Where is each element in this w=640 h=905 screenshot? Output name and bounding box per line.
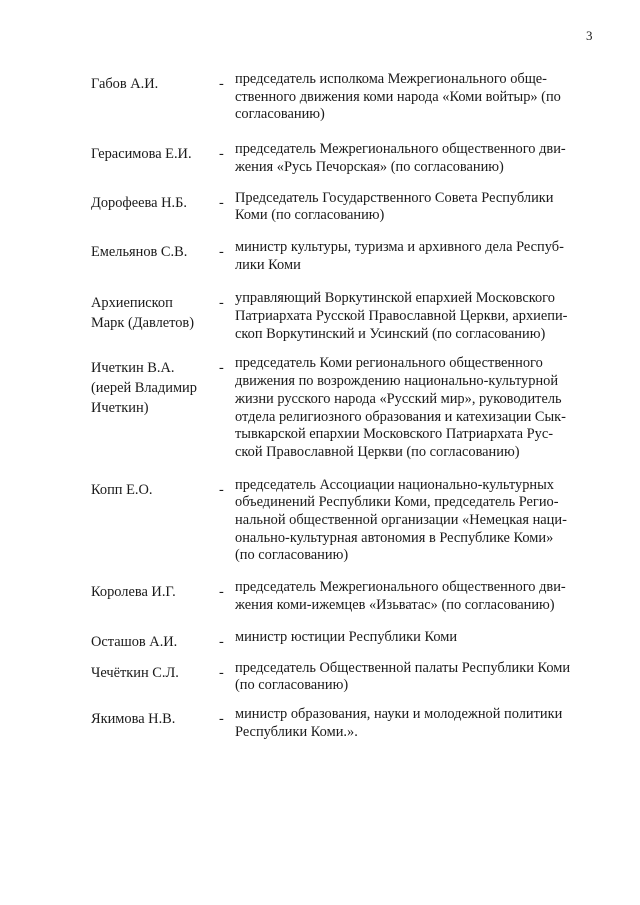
role-line: управляющий Воркутинской епархией Московского [235,290,555,307]
role-line: скоп Воркутинский и Усинский (по согласованию) [235,325,546,342]
list-item [91,239,596,274]
dash-separator: - [219,664,224,681]
role-line: жения «Русь Печорская» (по согласованию) [235,158,504,175]
role-line: председатель исполкома Межрегионального обще- [235,71,547,87]
member-role [235,239,594,274]
dash-separator: - [219,76,224,92]
member-role [235,141,594,176]
member-name: Осташов А.И. [91,633,178,650]
role-line: объединений Республики Коми, председатель Регио- [235,494,559,511]
list-item [91,477,596,566]
dash-separator: - [219,146,224,163]
role-line: (по согласованию) [235,677,349,694]
role-line: жизни русского народа «Русский мир», руководитель [235,390,562,407]
role-line: министр образования, науки и молодежной политики [235,705,563,722]
member-name: Якимова Н.В. [91,710,176,727]
role-line: председатель Общественной палаты Республики Коми [235,659,571,676]
role-line: (по согласованию) [235,547,349,564]
role-line: Председатель Государственного Совета Республики [235,189,554,206]
dash-separator: - [219,584,224,601]
role-line: отдела религиозного образования и катехизации Сык- [235,408,566,425]
list-item [91,141,596,176]
member-role [235,290,594,343]
dash-separator: - [219,633,224,650]
member-name: Дорофеева Н.Б. [91,194,187,211]
role-line: председатель Коми регионального общественного [235,355,543,372]
list-item [91,660,596,695]
dash-separator: - [219,481,224,498]
role-line: нальной общественной организации «Немецкая наци- [235,512,567,529]
role-line: Патриархата Русской Православной Церкви, архиепи- [235,308,568,325]
list-item [91,71,596,124]
role-line: ской Православной Церкви (по согласованию) [235,443,520,460]
member-name: Габов А.И. [91,76,159,92]
dash-separator: - [219,295,224,312]
member-role [235,579,594,614]
member-role [235,190,594,225]
list-item [91,706,596,741]
member-role [235,706,594,741]
list-item [91,579,596,614]
member-list [91,71,596,741]
role-line: председатель Межрегионального общественного дви- [235,579,566,596]
role-line: Республики Коми.». [235,723,358,740]
list-item [91,190,596,225]
dash-separator: - [219,360,224,377]
role-line: согласованию) [235,106,325,123]
member-role [235,477,594,566]
member-role [235,629,594,647]
role-line: Коми (по согласованию) [235,207,385,224]
member-name: Ичеткин В.А. (иерей Владимир Ичеткин) [91,360,197,417]
role-line: лики Коми [235,256,301,273]
role-line: онально-культурная автономия в Республике Коми» [235,529,554,546]
page-number: 3 [586,28,593,43]
role-line: председатель Межрегионального общественного дви- [235,141,566,158]
role-line: жения коми-ижемцев «Изьватас» (по согласованию) [235,596,555,613]
member-name: Архиепископ Марк (Давлетов) [91,295,195,332]
member-name: Герасимова Е.И. [91,146,192,163]
role-line: министр юстиции Республики Коми [235,628,458,645]
list-item [91,290,596,343]
member-name: Королева И.Г. [91,584,176,601]
member-role [235,71,594,124]
member-name: Чечёткин С.Л. [91,664,179,681]
list-item [91,355,596,461]
member-name: Копп Е.О. [91,481,153,498]
role-line: министр культуры, туризма и архивного дела Респуб- [235,238,564,255]
dash-separator: - [219,243,224,260]
role-line: движения по возрождению национально-культурной [235,373,559,390]
dash-separator: - [219,710,224,727]
member-role [235,355,594,461]
member-role [235,660,594,695]
role-line: председатель Ассоциации национально-культурных [235,476,554,493]
dash-separator: - [219,194,224,211]
member-name: Емельянов С.В. [91,243,188,260]
role-line: тывкарской епархии Московского Патриархата Рус- [235,426,554,443]
role-line: ственного движения коми народа «Коми войтыр» (по [235,88,561,105]
list-item [91,629,596,652]
